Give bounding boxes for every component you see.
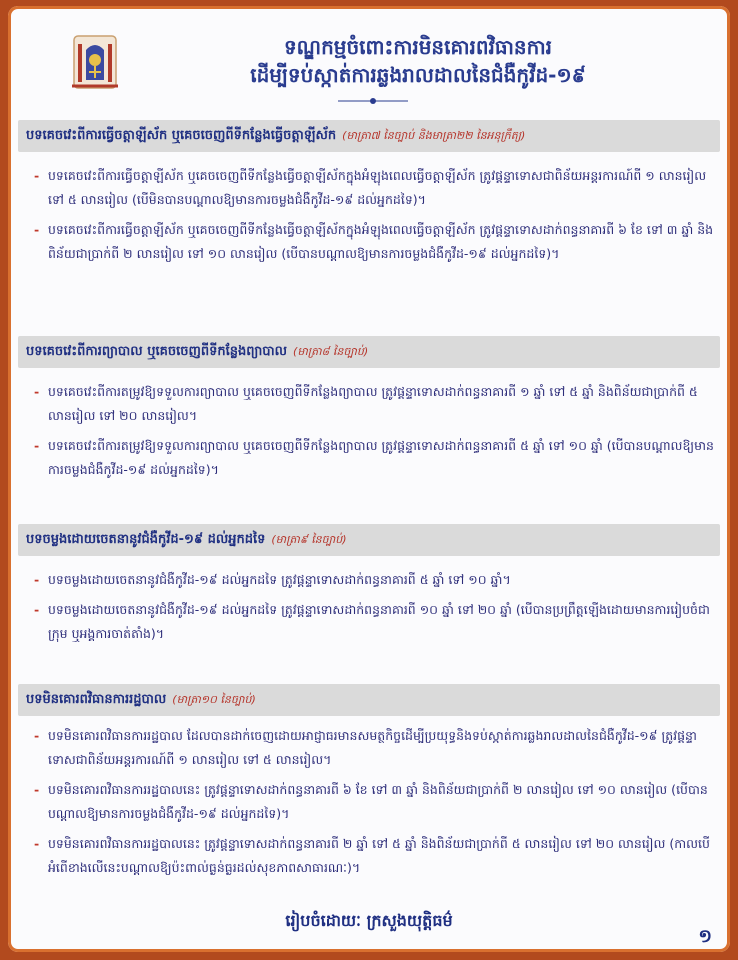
section-title: បទគេចវេះពីការធ្វើចត្តាឡីស័ក ឬគេចចេញពីទីកន្លែងធ្វើចត្តាឡីស័ក: [26, 128, 337, 143]
list-item: [34, 380, 714, 428]
bullet-dash-icon: -: [34, 168, 40, 183]
list-item: [34, 434, 714, 482]
item-text: បទចម្លងដោយចេតនានូវជំងឺកូវីដ-១៩ ដល់អ្នកដទៃ ត្រូវផ្តន្ទាទោសដាក់ពន្ធនាគារពី ៥ ឆ្នាំ ទៅ ១០ ឆ្នាំ។: [48, 572, 511, 587]
prepared-by: រៀបចំដោយៈ ក្រសួងយុត្តិធម៌: [285, 911, 453, 930]
title-line-2: ដើម្បីទប់ស្កាត់ការឆ្លងរាលដាលនៃជំងឺកូវីដ-១៩: [250, 63, 586, 87]
item-text: បទគេចវេះពីការធ្វើចត្តាឡីស័ក ឬគេចចេញពីទីកន្លែងធ្វើចត្តាឡីស័កក្នុងអំឡុងពេលធ្វើចត្តាឡីស័ក ត្រូវផ្តន្ទាទោសជាពិន័យអន្តរការណ៍ពី ១ លានរៀល ទៅ ៥ លានរៀល (បើមិនបានបណ្តាលឱ្យមានការចម្លងជំងឺកូវីដ-១៩ ដល់អ្នកដទៃ)។: [48, 168, 707, 207]
list-item: [34, 724, 714, 772]
item-text: បទមិនគោរពវិធានការរដ្ឋបាល ដែលបានដាក់ចេញដោយអាជ្ញាធរមានសមត្ថកិច្ចដើម្បីប្រយុទ្ធនិងទប់ស្កាត់ការឆ្លងរាលដាលនៃជំងឺកូវីដ-១៩ ត្រូវផ្តន្ទាទោសជាពិន័យអន្តរការណ៍ពី ១ លានរៀល ទៅ ៥ លានរៀល។: [48, 728, 697, 767]
section-items-administrative: [34, 724, 714, 886]
section-law-reference: (មាត្រា១០ នៃច្បាប់): [172, 693, 256, 706]
flourish-divider-icon: [338, 96, 408, 106]
bullet-dash-icon: -: [34, 728, 40, 743]
item-text: បទមិនគោរពវិធានការរដ្ឋបាលនេះ ត្រូវផ្តន្ទាទោសដាក់ពន្ធនាគារពី ៦ ខែ ទៅ ៣ ឆ្នាំ និងពិន័យជាប្រាក់ពី ២ លានរៀល ទៅ ១០ លានរៀល (បើបានបណ្តាលឱ្យមានការចម្លងជំងឺកូវីដ-១៩ ដល់អ្នកដទៃ)។: [48, 782, 708, 821]
ministry-emblem-icon: [64, 30, 126, 94]
section-header-administrative: [18, 684, 720, 716]
list-item: [34, 778, 714, 826]
bullet-dash-icon: -: [34, 572, 40, 587]
item-text: បទគេចវេះពីការធ្វើចត្តាឡីស័ក ឬគេចចេញពីទីកន្លែងធ្វើចត្តាឡីស័កក្នុងអំឡុងពេលធ្វើចត្តាឡីស័ក ត្រូវផ្តន្ទាទោសដាក់ពន្ធនាគារពី ៦ ខែ ទៅ ៣ ឆ្នាំ និងពិន័យជាប្រាក់ពី ២ លានរៀល ទៅ ១០ លានរៀល (បើបានបណ្តាលឱ្យមានការចម្លងជំងឺកូវីដ-១៩ ដល់អ្នកដទៃ)។: [48, 222, 714, 261]
section-title: បទមិនគោរពវិធានការរដ្ឋបាល: [26, 692, 167, 707]
section-law-reference: (មាត្រា៨ នៃច្បាប់): [293, 345, 369, 358]
document-page: [8, 6, 730, 952]
section-title: បទគេចវេះពីការព្យាបាល ឬគេចចេញពីទីកន្លែងព្យាបាល: [26, 344, 288, 359]
section-header-intentional-transmission: [18, 524, 720, 556]
bullet-dash-icon: -: [34, 384, 40, 399]
item-text: បទចម្លងដោយចេតនានូវជំងឺកូវីដ-១៩ ដល់អ្នកដទៃ ត្រូវផ្តន្ទាទោសដាក់ពន្ធនាគារពី ១០ ឆ្នាំ ទៅ ២០ ឆ្នាំ (បើបានប្រព្រឹត្តឡើងដោយមានការរៀបចំជាក្រុម ឬអង្គការចាត់តាំង)។: [48, 602, 710, 641]
section-law-reference: (មាត្រា៧ នៃច្បាប់ និងមាត្រា២២ នៃអនុក្រឹត្យ): [342, 129, 526, 142]
bullet-dash-icon: -: [34, 438, 40, 453]
item-text: បទគេចវេះពីការតម្រូវឱ្យទទួលការព្យាបាល ឬគេចចេញពីទីកន្លែងព្យាបាល ត្រូវផ្តន្ទាទោសដាក់ពន្ធនាគារពី ១ ឆ្នាំ ទៅ ៥ ឆ្នាំ និងពិន័យជាប្រាក់ពី ៥ លានរៀល ទៅ ២០ លានរៀល។: [48, 384, 698, 423]
list-item: [34, 832, 714, 880]
item-text: បទមិនគោរពវិធានការរដ្ឋបាលនេះ ត្រូវផ្តន្ទាទោសដាក់ពន្ធនាគារពី ២ ឆ្នាំ ទៅ ៥ ឆ្នាំ និងពិន័យជាប្រាក់ពី ៥ លានរៀល ទៅ ២០ លានរៀល (កាលបើអំពើខាងលើនេះបណ្តាលឱ្យប៉ះពាល់ធ្ងន់ធ្ងរដល់សុខភាពសាធារណៈ)។: [48, 836, 710, 875]
section-header-quarantine: [18, 120, 720, 152]
list-item: [34, 568, 714, 592]
header: [8, 6, 730, 112]
list-item: [34, 164, 714, 212]
list-item: [34, 598, 714, 646]
section-items-treatment: [34, 380, 714, 488]
section-law-reference: (មាត្រា៩ នៃច្បាប់): [271, 533, 347, 546]
section-header-treatment: [18, 336, 720, 368]
item-text: បទគេចវេះពីការតម្រូវឱ្យទទួលការព្យាបាល ឬគេចចេញពីទីកន្លែងព្យាបាល ត្រូវផ្តន្ទាទោសដាក់ពន្ធនាគារពី ៥ ឆ្នាំ ទៅ ១០ ឆ្នាំ (បើបានបណ្តាលឱ្យមានការចម្លងជំងឺកូវីដ-១៩ ដល់អ្នកដទៃ)។: [48, 438, 714, 477]
title-line-1: ទណ្ឌកម្មចំពោះការមិនគោរពវិធានការ: [283, 35, 553, 59]
bullet-dash-icon: -: [34, 836, 40, 851]
bullet-dash-icon: -: [34, 222, 40, 237]
bullet-dash-icon: -: [34, 602, 40, 617]
section-items-intentional-transmission: [34, 568, 714, 652]
list-item: [34, 218, 714, 266]
bullet-dash-icon: -: [34, 782, 40, 797]
section-items-quarantine: [34, 164, 714, 272]
page-number: ១: [698, 926, 712, 947]
section-title: បទចម្លងដោយចេតនានូវជំងឺកូវីដ-១៩ ដល់អ្នកដទៃ: [26, 532, 266, 547]
